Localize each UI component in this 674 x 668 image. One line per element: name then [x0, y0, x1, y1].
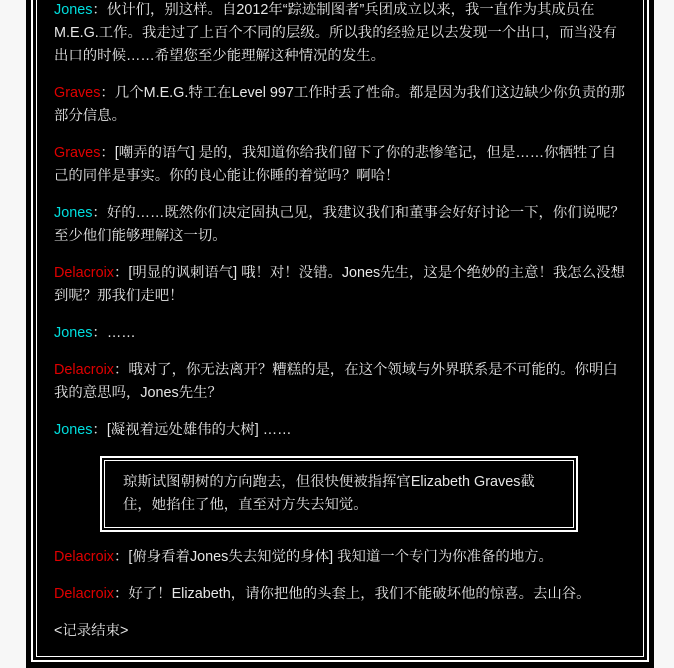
- dialogue-text: [嘲弄的语气] 是的，我知道你给我们留下了你的悲惨笔记，但是……你牺牲了自己的同伴是事实。你的良心能让你睡的着觉吗？啊哈！: [54, 145, 617, 184]
- dialogue-text: [俯身看着Jones失去知觉的身体] 我知道一个专门为你准备的地方。: [128, 549, 553, 565]
- speaker-separator: ：: [92, 422, 107, 438]
- speaker-name: Jones: [54, 325, 93, 341]
- speaker-separator: ：: [92, 205, 107, 221]
- dialogue-text: ……: [106, 325, 136, 341]
- speaker-separator: ：: [100, 145, 115, 161]
- dialogue-text: [明显的讽刺语气] 哦！对！没错。Jones先生，这是个绝妙的主意！我怎么没想到呢？那我们走吧！: [54, 265, 625, 304]
- speaker-name: Graves: [54, 85, 101, 101]
- speaker-separator: ：: [113, 362, 129, 378]
- speaker-name: Delacroix: [54, 362, 114, 378]
- dialogue-line: [54, 82, 629, 128]
- dialogue-line: [54, 322, 629, 345]
- dialogue-line: [54, 583, 629, 606]
- speaker-separator: ：: [100, 85, 115, 101]
- dialogue-text: 哦对了，你无法离开？糟糕的是，在这个领域与外界联系是不可能的。你明白我的意思吗，Jones先生？: [54, 362, 618, 401]
- narration-box: [100, 456, 578, 532]
- speaker-name: Delacroix: [54, 586, 114, 602]
- speaker-name: Delacroix: [54, 549, 114, 565]
- dialogue-line: [54, 202, 629, 248]
- dialogue-text: 几个M.E.G.特工在Level 997工作时丢了性命。都是因为我们这边缺少你负责的那部分信息。: [54, 85, 625, 124]
- speaker-name: Delacroix: [54, 265, 114, 281]
- dialogue-line: [54, 142, 629, 188]
- dialogue-text: [凝视着远处雄伟的大树] ……: [106, 422, 292, 438]
- speaker-separator: ：: [92, 325, 107, 341]
- speaker-separator: ：: [113, 586, 129, 602]
- dialogue-text: 好了！Elizabeth，请你把他的头套上，我们不能破坏他的惊喜。去山谷。: [128, 586, 591, 602]
- dialogue-line: [54, 262, 629, 308]
- transcript-content: [54, 0, 629, 643]
- narration-text: 琼斯试图朝树的方向跑去，但很快便被指挥官Elizabeth Graves截住，她掐住了他，直至对方失去知觉。: [123, 474, 535, 513]
- dialogue-text: 好的……既然你们决定固执己见，我建议我们和董事会好好讨论一下，你们说呢？至少他们能够理解这一切。: [54, 205, 625, 244]
- dialogue-line: [54, 546, 629, 569]
- speaker-separator: ：: [92, 2, 107, 18]
- dialogue-line: [54, 419, 629, 442]
- speaker-name: Graves: [54, 145, 101, 161]
- speaker-separator: ：: [113, 549, 129, 565]
- speaker-name: Jones: [54, 205, 93, 221]
- speaker-separator: ：: [113, 265, 129, 281]
- dialogue-line: [54, 359, 629, 405]
- dialogue-line: [54, 0, 629, 68]
- end-of-record-mark: <记录结束>: [54, 623, 129, 639]
- document-panel: [26, 0, 654, 668]
- narration-box-inner: [104, 460, 574, 528]
- speaker-name: Jones: [54, 422, 93, 438]
- dialogue-text: 伙计们，别这样。自2012年“踪迹制图者”兵团成立以来，我一直作为其成员在M.E.G.工作。我走过了上百个不同的层级。所以我的经验足以去发现一个出口，而当没有出口的时候……希望您至少能理解这种情况的发生。: [54, 2, 617, 64]
- speaker-name: Jones: [54, 2, 93, 18]
